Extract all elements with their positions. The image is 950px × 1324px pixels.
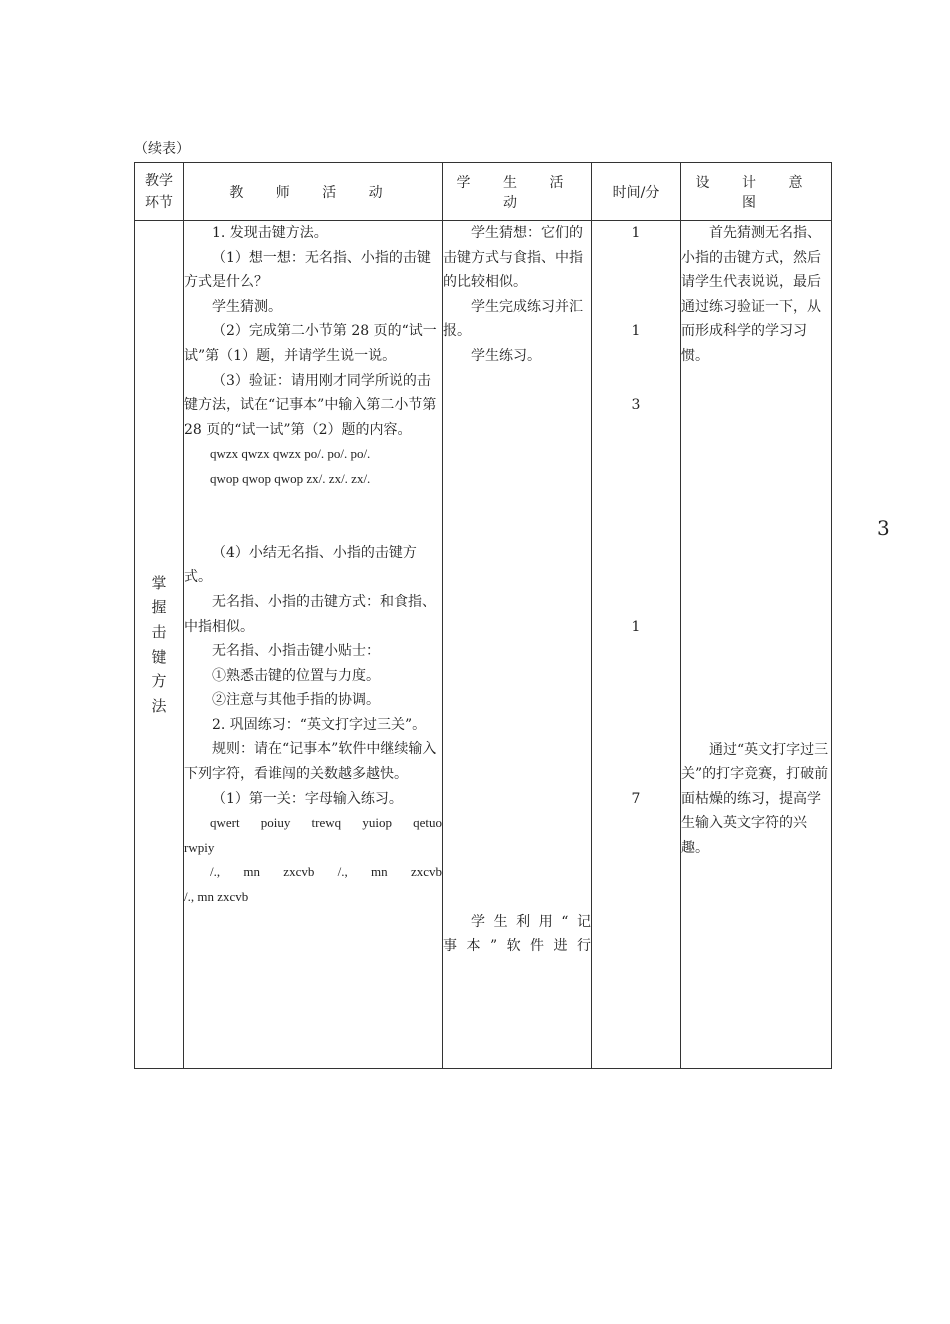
section-char: 键 [151,647,167,666]
header-section-line2: 环节 [145,194,173,211]
student-step: 学生利用“记 [471,913,591,930]
teacher-step: 学生猜测。 [212,298,282,315]
section-char: 法 [151,696,167,715]
student-step: 学生猜想：它们的击键方式与食指、中指的比较相似。 [443,225,583,291]
typing-sample: qwert poiuy trewq yuiop qetuo [210,815,442,831]
header-section-line1: 教学 [145,172,173,189]
design-note: 首先猜测无名指、小指的击键方式，然后请学生代表说说，最后通过练习验证一下，从而形成科学的学习习惯。 [681,225,821,364]
section-char: 方 [151,672,167,691]
teacher-activity [184,221,443,1069]
content-row [135,221,832,1069]
design-intent [681,221,832,1069]
time-value: 1 [631,323,641,340]
header-student: 学 生 活 动 [443,163,592,221]
table-caption: （续表） [134,141,190,157]
design-note: 通过“英文打字过三关”的打字竞赛，打破前面枯燥的练习，提高学生输入英文字符的兴趣。 [681,741,829,856]
student-step: 学生练习。 [471,347,541,364]
teacher-step: 无名指、小指的击键方式：和食指、中指相似。 [184,593,436,635]
teacher-step: 无名指、小指击键小贴士： [212,643,380,660]
time-value: 1 [631,618,641,635]
header-teacher: 教 师 活 动 [184,163,443,221]
typing-sample: rwpiy [184,839,215,855]
teacher-step: （2）完成第二小节第 28 页的“试一试”第（1）题，并请学生说一说。 [184,323,437,364]
teacher-step: ①熟悉击键的位置与力度。 [212,667,380,684]
typing-sample: qwop qwop qwop zx/. zx/. zx/. [210,470,371,486]
teacher-step: 规则：请在“记事本”软件中继续输入下列字符，看谁闯的关数越多越快。 [184,741,437,783]
typing-sample: /., mn zxcvb [184,889,249,905]
header-time: 时间/分 [592,163,681,221]
student-step: 事本”软件进行 [443,938,591,955]
student-activity [443,221,592,1069]
typing-sample: qwzx qwzx qwzx po/. po/. po/. [210,446,371,462]
teacher-step: （1）第一关：字母输入练习。 [212,790,403,807]
time-column [592,221,681,1069]
teacher-step: （3）验证：请用刚才同学所说的击键方法，试在“记事本”中输入第二小节第 28 页的“试一试”第（2）题的内容。 [184,372,437,438]
time-value: 7 [631,790,641,807]
typing-sample: /., mn zxcvb /., mn zxcvb [210,864,442,880]
section-char: 击 [151,622,167,641]
page-number: 3 [877,516,890,540]
header-section [135,163,184,221]
teacher-step: 2. 巩固练习：“英文打字过三关”。 [212,716,427,733]
header-row [135,163,832,221]
section-char: 掌 [151,573,167,592]
teacher-step: （1）想一想：无名指、小指的击键方式是什么？ [184,249,431,291]
teacher-step: 1. 发现击键方法。 [212,225,328,241]
lesson-table [134,162,832,1069]
time-value: 3 [631,397,641,414]
time-value: 1 [631,225,641,241]
section-name [135,221,184,1069]
section-char: 握 [151,598,167,617]
teacher-step: ②注意与其他手指的协调。 [212,692,380,709]
header-design: 设 计 意 图 [681,163,832,221]
student-step: 学生完成练习并汇报。 [443,298,583,340]
teacher-step: （4）小结无名指、小指的击键方式。 [184,544,417,586]
